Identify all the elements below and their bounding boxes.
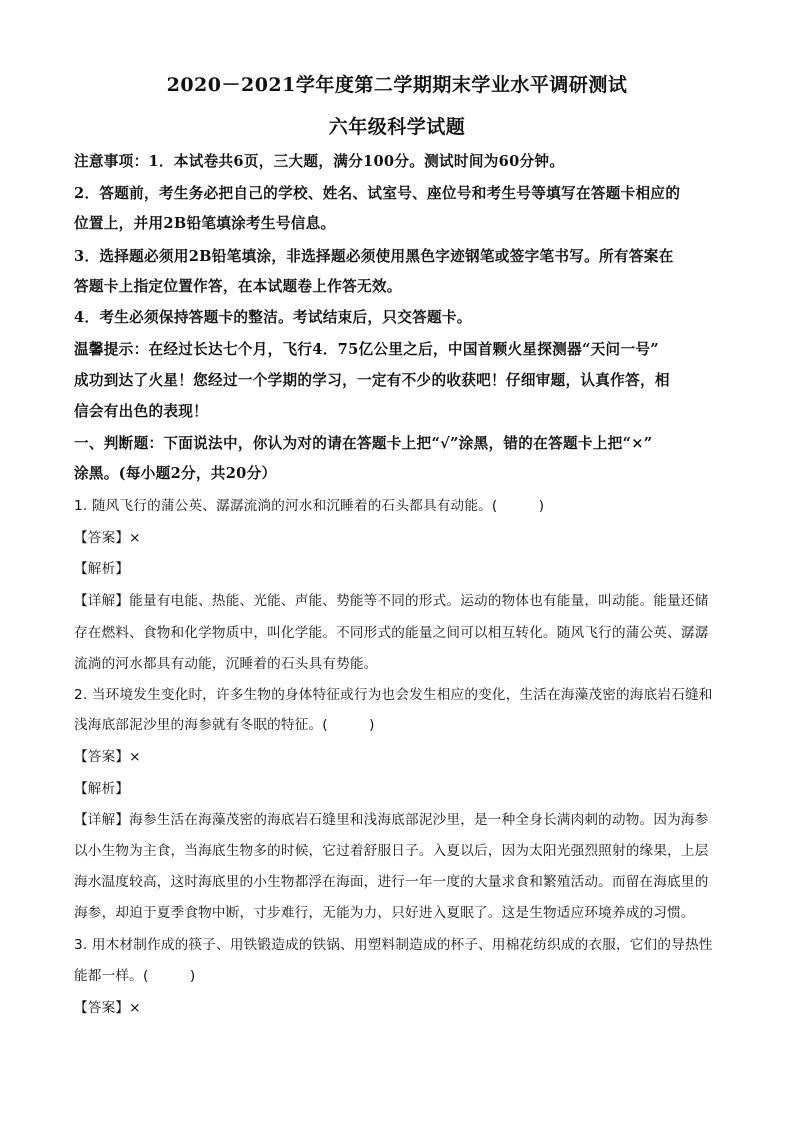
notes-line-4: 3．选择题必须用2B铅笔填涂，非选择题必须使用黑色字迹钢笔或签字笔书写。所有答案在 [74,248,674,265]
tips-line-3: 信会有出色的表现！ [74,403,209,420]
question-3-answer: 【答案】× [74,1000,141,1016]
question-3-line-2: 能都一样。( ) [74,968,196,984]
question-2-analysis-label: 【解析】 [74,781,130,797]
tips-line-2: 成功到达了火星！您经过一个学期的学习，一定有不少的收获吧！仔细审题，认真作答，相 [74,372,670,389]
notes-line-1: 注意事项：1．本试卷共6页，三大题，满分100分。测试时间为60分钟。 [74,153,565,170]
section-heading-line-1: 一、判断题：下面说法中，你认为对的请在答题卡上把“√”涂黑，错的在答题卡上把“×” [74,435,653,452]
question-2-answer: 【答案】× [74,749,141,765]
question-3-line-1: 3. 用木材制作成的筷子、用铁锻造成的铁锅、用塑料制造成的杯子、用棉花纺织成的衣服，它们的导热性 [74,937,713,953]
question-2-line-1: 2. 当环境发生变化时，许多生物的身体特征或行为也会发生相应的变化，生活在海藻茂密的海底岩石缝和 [74,687,713,703]
notes-line-2: 2．答题前，考生务必把自己的学校、姓名、试室号、座位号和考生号等填写在答题卡相应的 [74,185,681,202]
question-1-detail-line-2: 存在燃料、食物和化学物质中，叫化学能。不同形式的能量之间可以相互转化。随风飞行的蒲公英、潺潺 [74,625,709,641]
question-1-line-1: 1. 随风飞行的蒲公英、潺潺流淌的河水和沉睡着的石头都具有动能。( ) [74,498,545,514]
question-2-detail-line-3: 海水温度较高，这时海底里的小生物都浮在海面，进行一年一度的大量求食和繁殖活动。而留在海底里的 [74,874,709,890]
notes-line-3: 位置上，并用2B铅笔填涂考生号信息。 [74,215,336,232]
notes-line-6: 4．考生必须保持答题卡的整洁。考试结束后，只交答题卡。 [74,309,472,326]
question-2-detail-line-1: 【详解】海参生活在海藻茂密的海底岩石缝里和浅海底部泥沙里，是一种全身长满肉刺的动物。因为海参 [74,812,709,828]
question-2-detail-line-4: 海参，却迫于夏季食物中断，寸步难行，无能为力，只好进入夏眠了。这是生物适应环境养成的习惯。 [74,905,695,921]
question-1-detail-line-3: 流淌的河水都具有动能，沉睡着的石头具有势能。 [74,656,378,672]
question-1-detail-line-1: 【详解】能量有电能、热能、光能、声能、势能等不同的形式。运动的物体也有能量，叫动能。能量还储 [74,593,709,609]
question-2-detail-line-2: 以小生物为主食，当海底生物多的时候，它过着舒服日子。入夏以后，因为太阳光强烈照射的缘果，上层 [74,843,709,859]
question-1-answer: 【答案】× [74,530,141,546]
section-heading-line-2: 涂黑。(每小题2分，共20分） [74,465,277,482]
tips-line-1: 温馨提示：在经过长达七个月，飞行4．75亿公里之后，中国首颗火星探测器“天问一号” [74,341,659,358]
question-1-analysis-label: 【解析】 [74,561,130,577]
notes-line-5: 答题卡上指定位置作答，在本试题卷上作答无效。 [74,278,402,295]
question-2-line-2: 浅海底部泥沙里的海参就有冬眠的特征。( ) [74,717,375,733]
exam-subtitle: 六年级科学试题 [328,116,466,138]
exam-title: 2020－2021学年度第二学期期末学业水平调研测试 [166,74,628,96]
